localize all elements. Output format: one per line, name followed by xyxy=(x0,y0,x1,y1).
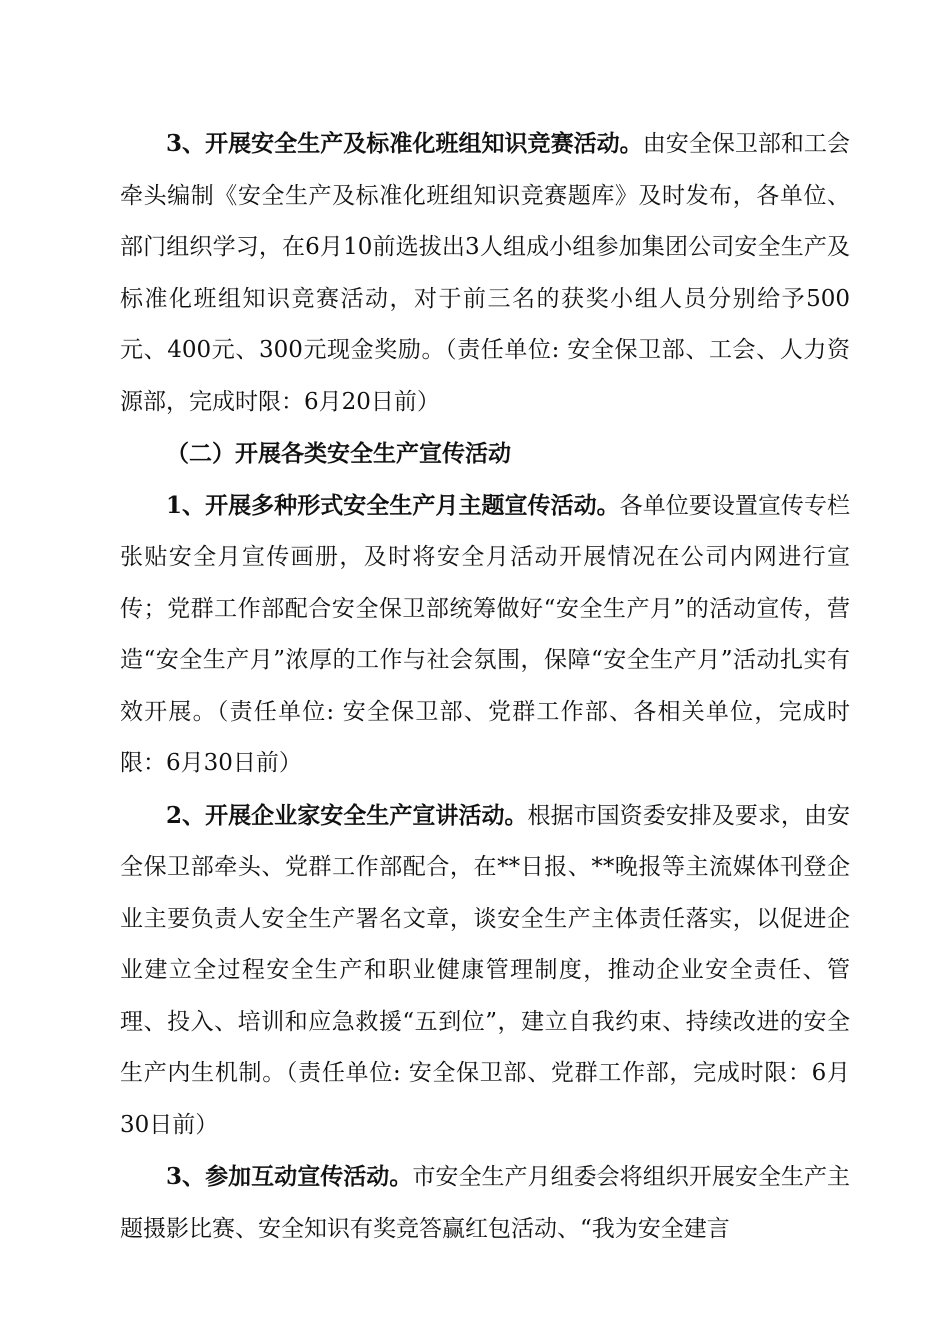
paragraph-knowledge-contest xyxy=(120,118,850,428)
paragraph-lead: 3、开展安全生产及标准化班组知识竞赛活动。 xyxy=(166,130,643,157)
item-lead: 3、参加互动宣传活动。 xyxy=(166,1163,413,1190)
list-item xyxy=(120,790,850,1152)
section-heading: （二）开展各类安全生产宣传活动 xyxy=(166,440,511,467)
item-body: 各单位要设置宣传专栏张贴安全月宣传画册，及时将安全月活动开展情况在公司内网进行宣传；党群工作部配合安全保卫部统筹做好“安全生产月”的活动宣传，营造“安全生产月”浓厚的工作与社会氛围，保障“安全生产月”活动扎实有效开展。（责任单位: 安全保卫部、党群工作部、各相关单位，完成时限：6月30日前） xyxy=(120,492,850,776)
document-page xyxy=(120,118,850,1255)
item-lead: 1、开展多种形式安全生产月主题宣传活动。 xyxy=(166,491,620,519)
list-item xyxy=(120,1151,850,1255)
item-body: 根据市国资委安排及要求，由安全保卫部牵头、党群工作部配合，在**日报、**晚报等主流媒体刊登企业主要负责人安全生产署名文章，谈安全生产主体责任落实，以促进企业建立全过程安全生产和职业健康管理制度，推动企业安全责任、管理、投入、培训和应急救援“五到位”，建立自我约束、持续改进的安全生产内生机制。（责任单位: 安全保卫部、党群工作部，完成时限：6月30日前） xyxy=(120,802,850,1138)
paragraph-body: 由安全保卫部和工会牵头编制《安全生产及标准化班组知识竞赛题库》及时发布，各单位、部门组织学习，在6月10前选拔出3人组成小组参加集团公司安全生产及标准化班组知识竞赛活动，对于前三名的获奖小组人员分别给予500元、400元、300元现金奖励。（责任单位: 安全保卫部、工会、人力资源部，完成时限：6月20日前） xyxy=(120,131,850,415)
list-item xyxy=(120,480,850,790)
item-lead: 2、开展企业家安全生产宣讲活动。 xyxy=(166,801,528,829)
item-body: 市安全生产月组委会将组织开展安全生产主题摄影比赛、安全知识有奖竞答赢红包活动、“我为安全建言 xyxy=(120,1164,851,1242)
